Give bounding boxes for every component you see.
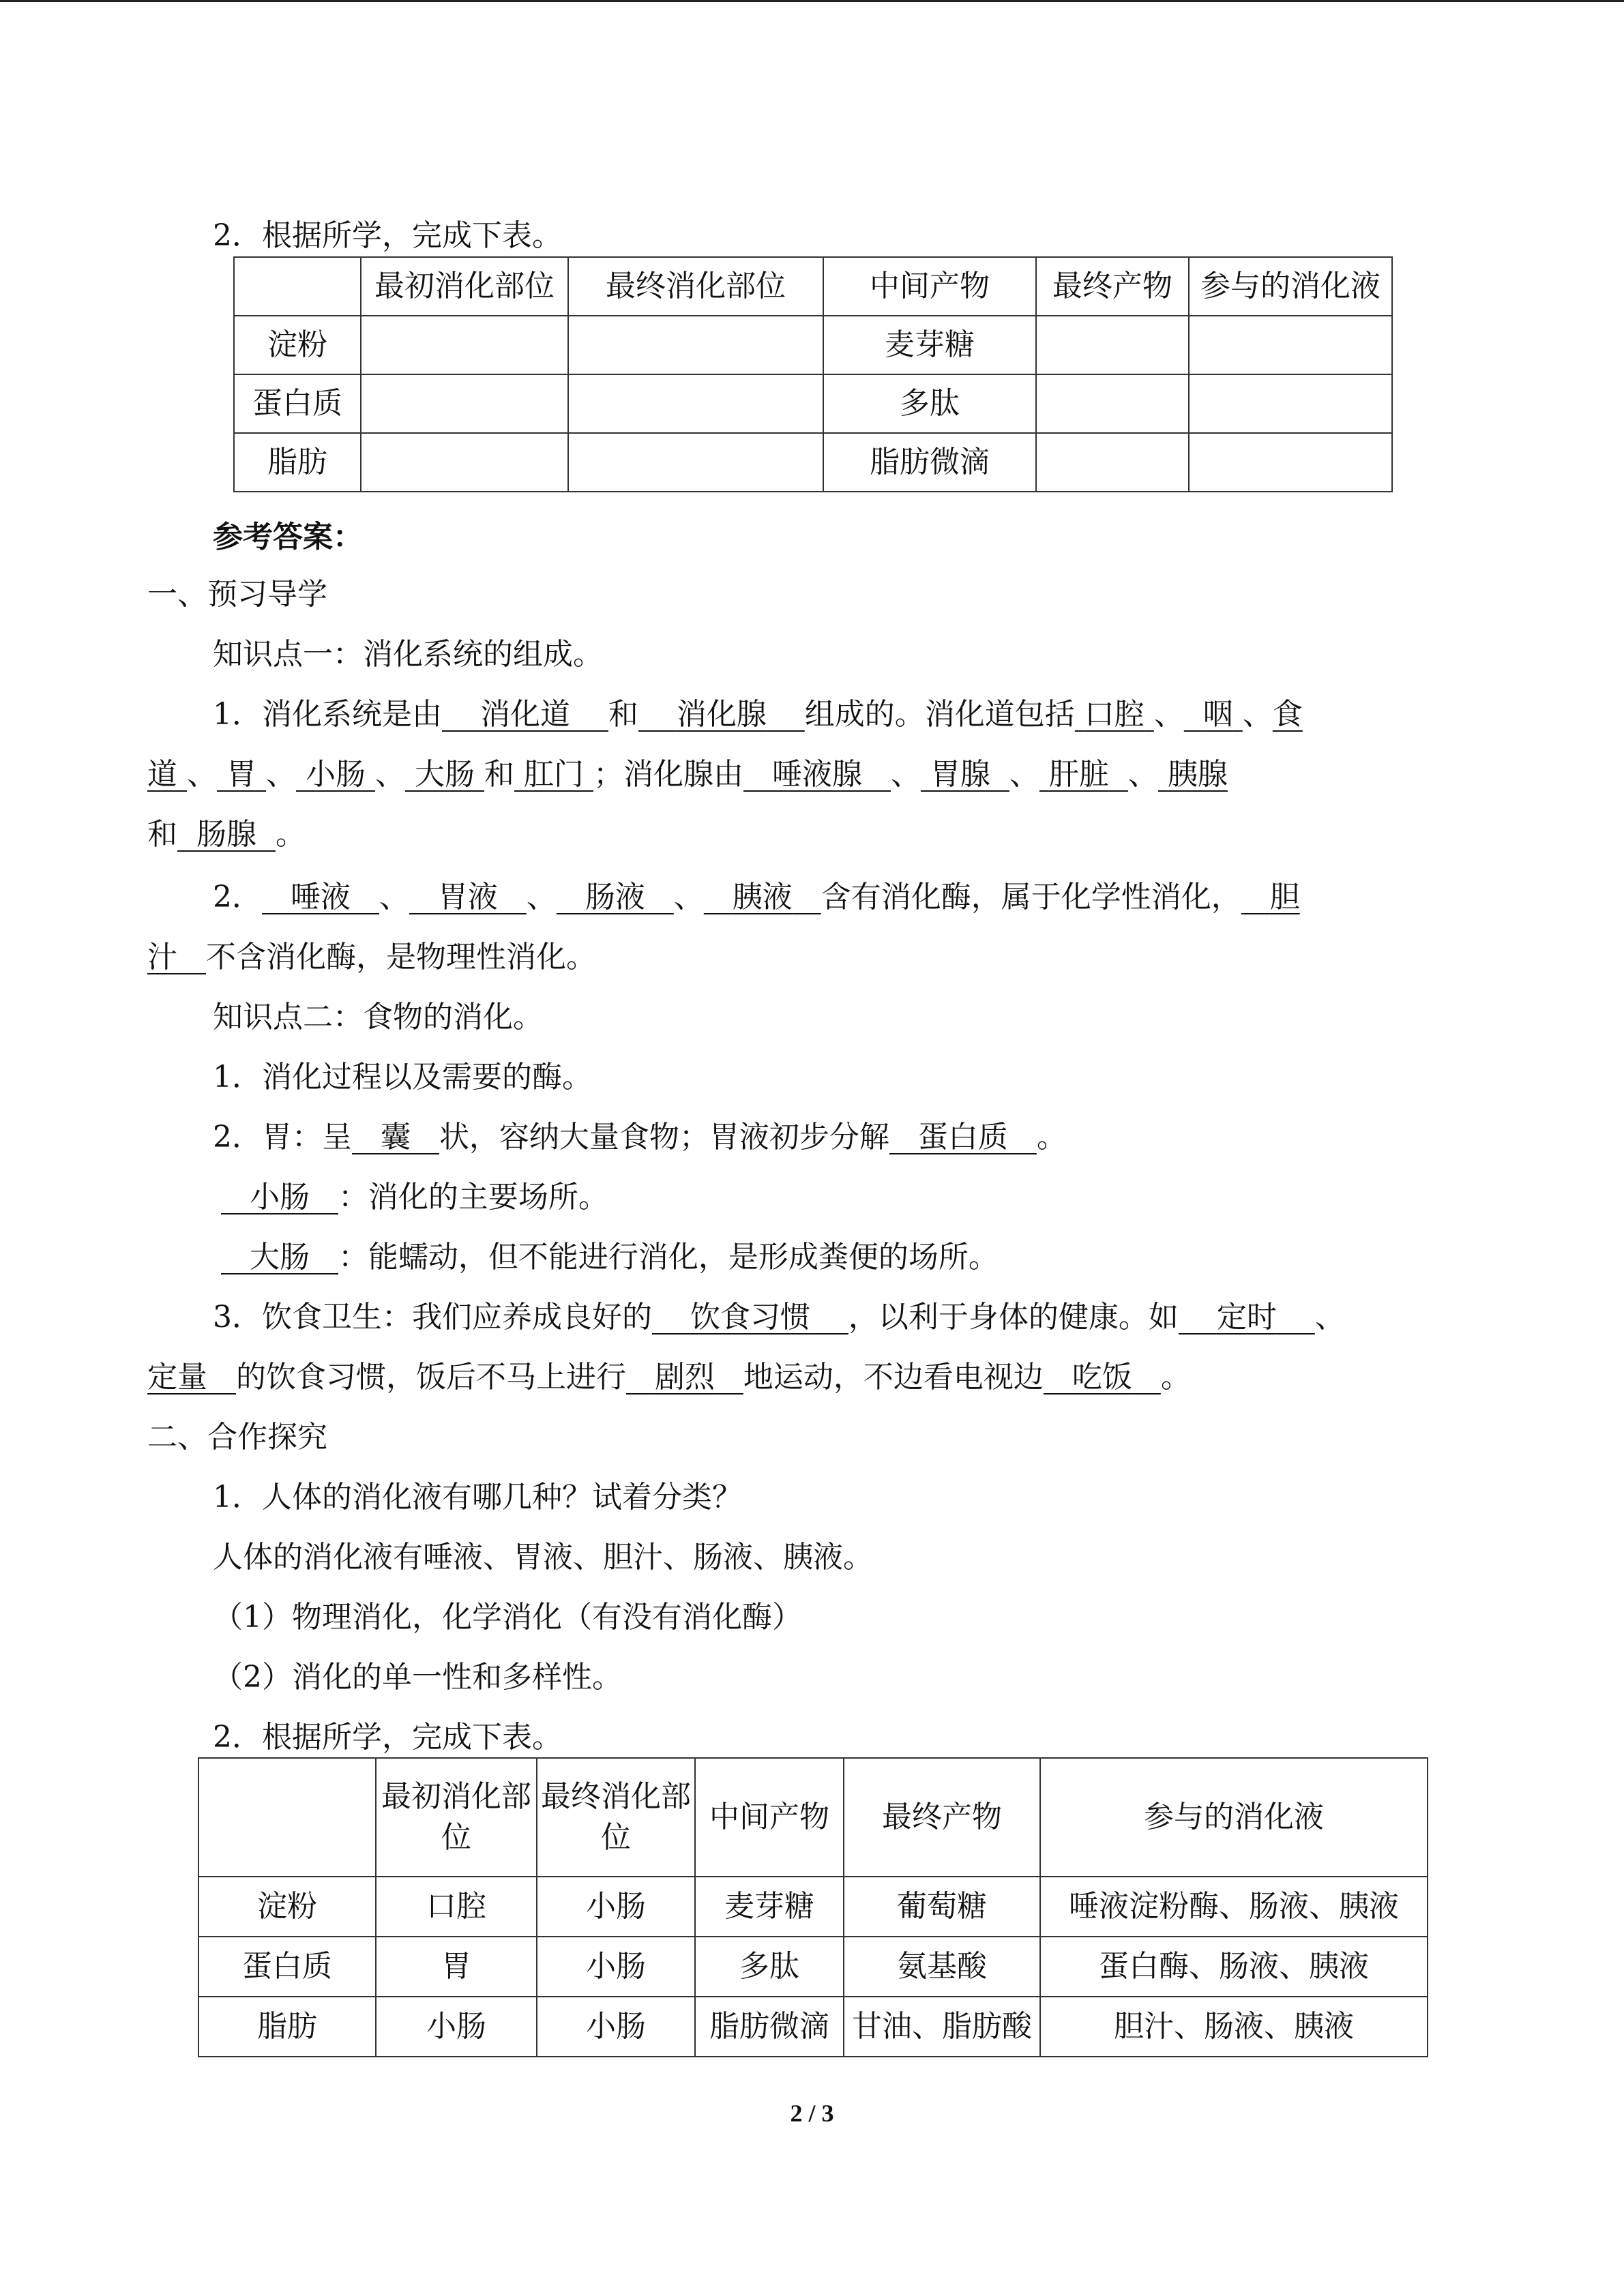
paragraph-2-line-2: 汁 不含消化酶，是物理性消化。: [147, 940, 596, 974]
blank-answer: 消化腺: [676, 697, 767, 732]
table-cell: [1036, 433, 1189, 492]
table-cell: 蛋白质: [198, 1937, 376, 1997]
answers-heading: 参考答案：: [213, 520, 363, 554]
blank-answer: 胰液: [732, 880, 793, 914]
table-header-row: [234, 257, 1392, 316]
table-cell: 小肠: [376, 1997, 537, 2057]
table-header-cell: [234, 257, 361, 316]
table-header-cell: 最初消化部位: [376, 1758, 537, 1877]
table-cell: [361, 316, 568, 374]
blank-answer: 蛋白质: [917, 1120, 1008, 1154]
table-cell: 脂肪微滴: [695, 1997, 844, 2057]
diet-hygiene-line-1: 3．饮食卫生：我们应养成良好的 饮食习惯 ，以利于身体的健康。如 定时 、: [213, 1300, 1345, 1335]
table-cell: 小肠: [537, 1877, 695, 1937]
diet-hygiene-line-2: 定量 的饮食习惯，饭后不马上进行 剧烈 地运动，不边看电视边 吃饭 。: [147, 1360, 1191, 1395]
table-row: [234, 433, 1392, 492]
table-cell: 麦芽糖: [695, 1877, 844, 1937]
table-cell: 淀粉: [234, 316, 361, 374]
blank-answer: 小肠: [249, 1180, 310, 1214]
paragraph-2-line-1: 2． 唾液 、 胃液 、 肠液 、 胰液 含有消化酶，属于化学性消化， 胆: [213, 880, 1300, 914]
section-1-title: 一、预习导学: [147, 577, 327, 612]
blank-answer: 汁: [147, 940, 177, 974]
paragraph-1-line-3: 和 肠腺 。: [147, 817, 306, 852]
answer-digestion-table: [198, 1757, 1428, 2057]
table-cell: 唾液淀粉酶、肠液、胰液: [1040, 1877, 1428, 1937]
blank-answer: 胃液: [437, 880, 498, 914]
table-cell: 脂肪: [234, 433, 361, 492]
table-header-cell: 最终产物: [1036, 257, 1189, 316]
cooperative-question-2: 2．根据所学，完成下表。: [213, 1720, 562, 1755]
table-cell: [568, 433, 823, 492]
cooperative-answer-1: 人体的消化液有唾液、胃液、胆汁、肠液、胰液。: [213, 1540, 873, 1575]
paragraph-1-line-2: 道 、 胃 、 小肠 、 大肠 和 肛门 ；消化腺由 唾液腺 、 胃腺 、 肝脏 、 胰腺: [147, 757, 1228, 792]
table-cell: [1036, 374, 1189, 433]
table-row: [234, 316, 1392, 374]
cooperative-answer-1-1: （1）物理消化，化学消化（有没有消化酶）: [213, 1600, 802, 1635]
digestion-item-1: 1．消化过程以及需要的酶。: [213, 1060, 592, 1094]
blank-answer: 唾液腺: [771, 757, 862, 792]
table-header-cell: 最终消化部位: [537, 1758, 695, 1877]
table-cell: 蛋白酶、肠液、胰液: [1040, 1937, 1428, 1997]
table-cell: 多肽: [695, 1937, 844, 1997]
blank-answer: 口腔: [1084, 697, 1145, 732]
table-cell: 脂肪微滴: [823, 433, 1036, 492]
blank-answer: 肠液: [585, 880, 645, 914]
table-header-row: [198, 1758, 1428, 1877]
table-row: [234, 374, 1392, 433]
blank-answer: 道: [147, 757, 177, 792]
blank-answer: 肝脏: [1048, 757, 1109, 792]
table-header-cell: 参与的消化液: [1189, 257, 1392, 316]
blank-answer: 胃: [226, 757, 256, 792]
knowledge-point-2-title: 知识点二：食物的消化。: [213, 1000, 543, 1034]
table-cell: 氨基酸: [844, 1937, 1040, 1997]
blank-answer: 胃腺: [930, 757, 990, 792]
table-cell: [361, 374, 568, 433]
cooperative-question-1: 1．人体的消化液有哪几种？试着分类？: [213, 1480, 742, 1515]
table-cell: [1189, 316, 1392, 374]
table-cell: 小肠: [537, 1937, 695, 1997]
table-cell: 葡萄糖: [844, 1877, 1040, 1937]
table-cell: 多肽: [823, 374, 1036, 433]
page-top-border: [0, 0, 1624, 2]
digestion-item-2: 2．胃：呈 囊 状，容纳大量食物；胃液初步分解 蛋白质 。: [213, 1120, 1067, 1154]
table-header-cell: 中间产物: [823, 257, 1036, 316]
table-cell: 麦芽糖: [823, 316, 1036, 374]
blank-answer: 肠腺: [196, 817, 256, 852]
paragraph-1-line-1: 1．消化系统是由 消化道 和 消化腺 组成的。消化道包括 口腔 、 咽 、食: [213, 697, 1303, 732]
table-cell: [1189, 374, 1392, 433]
blank-answer: 食: [1272, 697, 1303, 732]
blank-answer: 大肠: [415, 757, 475, 792]
table-cell: 口腔: [376, 1877, 537, 1937]
blank-answer: 小肠: [306, 757, 366, 792]
table-cell: 甘油、脂肪酸: [844, 1997, 1040, 2057]
blank-answer: 定量: [147, 1360, 207, 1395]
blank-answer: 咽: [1202, 697, 1233, 732]
table-header-cell: 中间产物: [695, 1758, 844, 1877]
knowledge-point-1-title: 知识点一：消化系统的组成。: [213, 637, 603, 672]
blank-answer: 胆: [1269, 880, 1300, 914]
blank-answer: 剧烈: [654, 1360, 715, 1395]
table-row: [198, 1997, 1428, 2057]
table-cell: 胃: [376, 1937, 537, 1997]
table-header-cell: 最终消化部位: [568, 257, 823, 316]
blank-answer: 肛门: [524, 757, 584, 792]
blank-answer: 定时: [1216, 1300, 1277, 1335]
blank-answer: 胰腺: [1167, 757, 1228, 792]
table-header-cell: 最终产物: [844, 1758, 1040, 1877]
blank-answer: 囊: [380, 1120, 411, 1154]
table-cell: 蛋白质: [234, 374, 361, 433]
table-cell: [1036, 316, 1189, 374]
table-cell: 小肠: [537, 1997, 695, 2057]
digestion-item-large-intestine: 大肠 ：能蠕动，但不能进行消化，是形成粪便的场所。: [221, 1237, 999, 1278]
table-cell: [361, 433, 568, 492]
table-row: [198, 1937, 1428, 1997]
blank-digestion-table: [233, 256, 1393, 492]
table-header-cell: 最初消化部位: [361, 257, 568, 316]
page-number: 2 / 3: [790, 2100, 834, 2127]
table-cell: 淀粉: [198, 1877, 376, 1937]
section-2-title: 二、合作探究: [147, 1420, 327, 1455]
table-cell: 胆汁、肠液、胰液: [1040, 1997, 1428, 2057]
question-2-title: 2．根据所学，完成下表。: [213, 218, 562, 253]
blank-answer: 大肠: [249, 1240, 310, 1274]
table-cell: 脂肪: [198, 1997, 376, 2057]
digestion-item-small-intestine: 小肠 ：消化的主要场所。: [221, 1177, 608, 1218]
blank-answer: 吃饭: [1072, 1360, 1132, 1395]
blank-answer: 唾液: [290, 880, 351, 914]
table-row: [198, 1877, 1428, 1937]
table-header-cell: [198, 1758, 376, 1877]
table-header-cell: 参与的消化液: [1040, 1758, 1428, 1877]
blank-answer: 饮食习惯: [690, 1300, 810, 1335]
table-cell: [568, 316, 823, 374]
table-cell: [568, 374, 823, 433]
blank-answer: 消化道: [479, 697, 570, 732]
cooperative-answer-1-2: （2）消化的单一性和多样性。: [213, 1660, 622, 1695]
table-cell: [1189, 433, 1392, 492]
